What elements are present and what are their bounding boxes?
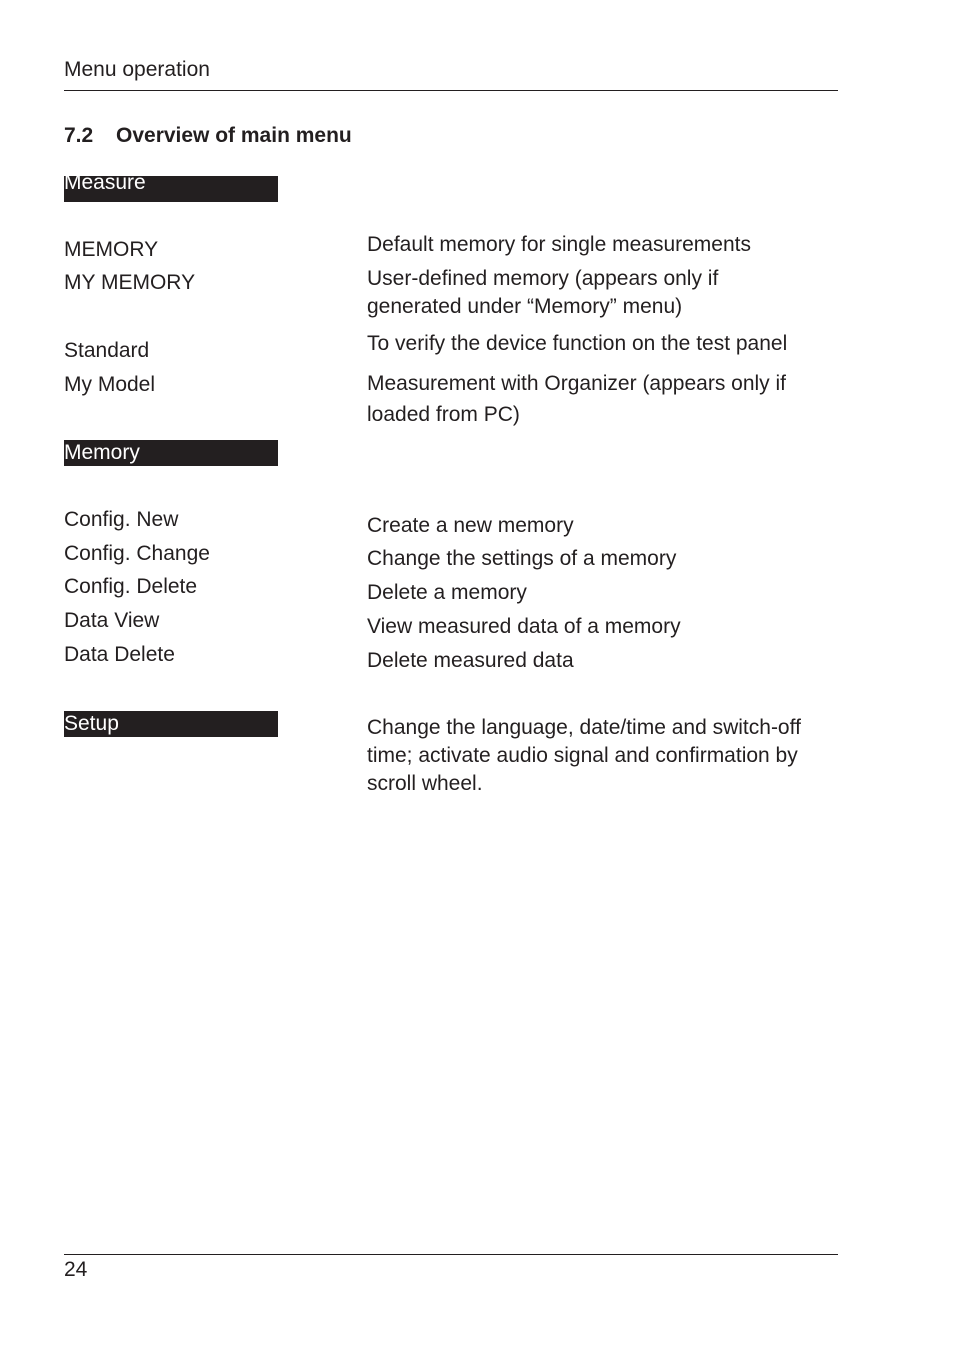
description-line: generated under “Memory” menu) — [367, 295, 683, 318]
menu-item-my-model-description — [367, 368, 847, 430]
menu-item-standard: Standard — [64, 339, 150, 362]
menu-item-my-memory-description — [367, 265, 847, 321]
description-line: User-defined memory (appears only if — [367, 267, 719, 290]
menu-item-config-change: Config. Change — [64, 542, 210, 565]
menu-item-memory: MEMORY — [64, 238, 159, 261]
menu-item-config-new: Config. New — [64, 508, 179, 531]
menu-item-my-memory: MY MEMORY — [64, 271, 196, 294]
menu-item-data-delete-description: Delete measured data — [367, 649, 574, 672]
footer-rule — [64, 1254, 838, 1255]
description-line: scroll wheel. — [367, 772, 483, 795]
menu-item-config-delete: Config. Delete — [64, 575, 198, 598]
setup-description — [367, 714, 847, 798]
running-header: Menu operation — [64, 58, 210, 81]
page-number: 24 — [64, 1258, 88, 1281]
menu-item-memory-description: Default memory for single measurements — [367, 233, 751, 256]
menu-item-config-new-description: Create a new memory — [367, 514, 574, 537]
menu-item-config-change-description: Change the settings of a memory — [367, 547, 677, 570]
menu-item-data-view: Data View — [64, 609, 160, 632]
menu-item-config-delete-description: Delete a memory — [367, 581, 527, 604]
description-line: Change the language, date/time and switch-off — [367, 716, 801, 739]
menu-item-data-view-description: View measured data of a memory — [367, 615, 681, 638]
section-title-text: Overview of main menu — [116, 124, 352, 147]
description-line: loaded from PC) — [367, 403, 520, 426]
menu-item-my-model: My Model — [64, 373, 156, 396]
description-line: Measurement with Organizer (appears only if — [367, 372, 787, 395]
section-title — [64, 124, 352, 148]
description-line: time; activate audio signal and confirmation by — [367, 744, 798, 767]
memory-heading: Memory — [64, 440, 278, 466]
setup-heading: Setup — [64, 711, 278, 737]
section-number: 7.2 — [64, 124, 94, 147]
measure-heading: Measure — [64, 176, 278, 202]
menu-item-data-delete: Data Delete — [64, 643, 175, 666]
menu-item-standard-description: To verify the device function on the test panel — [367, 332, 788, 355]
header-rule — [64, 90, 838, 91]
